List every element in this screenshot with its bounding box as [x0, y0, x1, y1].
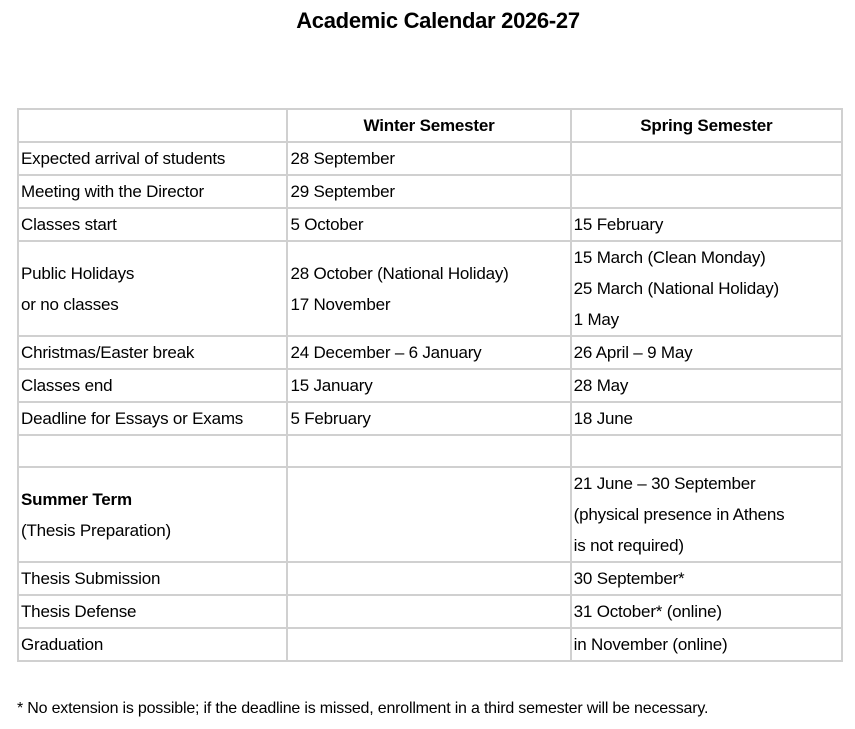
winter-cell-line: 17 November: [290, 294, 391, 314]
row-label: [18, 241, 287, 336]
spring-cell-line: 21 June – 30 September: [573, 474, 756, 493]
winter-cell: 5 October: [287, 208, 570, 241]
row-label: Thesis Submission: [18, 562, 287, 595]
row-label: Deadline for Essays or Exams: [18, 402, 287, 435]
winter-cell-line: 28 October (National Holiday): [290, 263, 509, 283]
table-row: [18, 467, 842, 562]
row-label-line: Public Holidays: [21, 263, 135, 283]
spring-cell: 28 May: [571, 369, 842, 402]
row-label: Christmas/Easter break: [18, 336, 287, 369]
spring-cell: [571, 142, 842, 175]
table-row: [18, 562, 842, 595]
academic-calendar-table: [17, 108, 843, 662]
table-row: [18, 402, 842, 435]
spring-cell: [571, 241, 842, 336]
row-label: Classes end: [18, 369, 287, 402]
table-row: [18, 336, 842, 369]
spring-cell: 31 October* (online): [571, 595, 842, 628]
row-label: Thesis Defense: [18, 595, 287, 628]
table-row: [18, 369, 842, 402]
header-empty: [18, 109, 287, 142]
spring-cell: in November (online): [571, 628, 842, 661]
table-row: [18, 208, 842, 241]
table-row: [18, 142, 842, 175]
row-label: Expected arrival of students: [18, 142, 287, 175]
table-row: [18, 628, 842, 661]
spring-cell: 15 February: [571, 208, 842, 241]
winter-cell: 5 February: [287, 402, 570, 435]
spring-cell-line: 25 March (National Holiday): [573, 279, 779, 298]
row-label: Meeting with the Director: [18, 175, 287, 208]
spring-cell: 26 April – 9 May: [571, 336, 842, 369]
winter-cell: [287, 435, 570, 467]
winter-cell: 28 September: [287, 142, 570, 175]
row-label-line: (Thesis Preparation): [21, 520, 172, 540]
winter-cell: [287, 241, 570, 336]
table-row: [18, 595, 842, 628]
row-label-line: Summer Term: [21, 489, 132, 509]
table-row: [18, 175, 842, 208]
spring-cell-line: 15 March (Clean Monday): [573, 248, 766, 267]
header-spring-semester: Spring Semester: [571, 109, 842, 142]
row-label: [18, 467, 287, 562]
row-label: [18, 435, 287, 467]
winter-cell: 24 December – 6 January: [287, 336, 570, 369]
winter-cell: 29 September: [287, 175, 570, 208]
spring-cell-line: (physical presence in Athens: [573, 505, 785, 524]
winter-cell: [287, 628, 570, 661]
table-header-row: [18, 109, 842, 142]
winter-cell: [287, 562, 570, 595]
table-row-empty: [18, 435, 842, 467]
spring-cell: 30 September*: [571, 562, 842, 595]
page-title: Academic Calendar 2026-27: [296, 8, 580, 33]
winter-cell: 15 January: [287, 369, 570, 402]
footnote: * No extension is possible; if the deadline is missed, enrollment in a third semester will be necessary.: [17, 700, 709, 717]
row-label: Classes start: [18, 208, 287, 241]
spring-cell: [571, 175, 842, 208]
row-label: Graduation: [18, 628, 287, 661]
spring-cell-line: 1 May: [573, 310, 619, 329]
spring-cell: [571, 435, 842, 467]
header-winter-semester: Winter Semester: [287, 109, 570, 142]
table-row: [18, 241, 842, 336]
spring-cell: [571, 467, 842, 562]
spring-cell: 18 June: [571, 402, 842, 435]
winter-cell: [287, 595, 570, 628]
row-label-line: or no classes: [21, 294, 119, 314]
spring-cell-line: is not required): [573, 536, 684, 555]
winter-cell: [287, 467, 570, 562]
